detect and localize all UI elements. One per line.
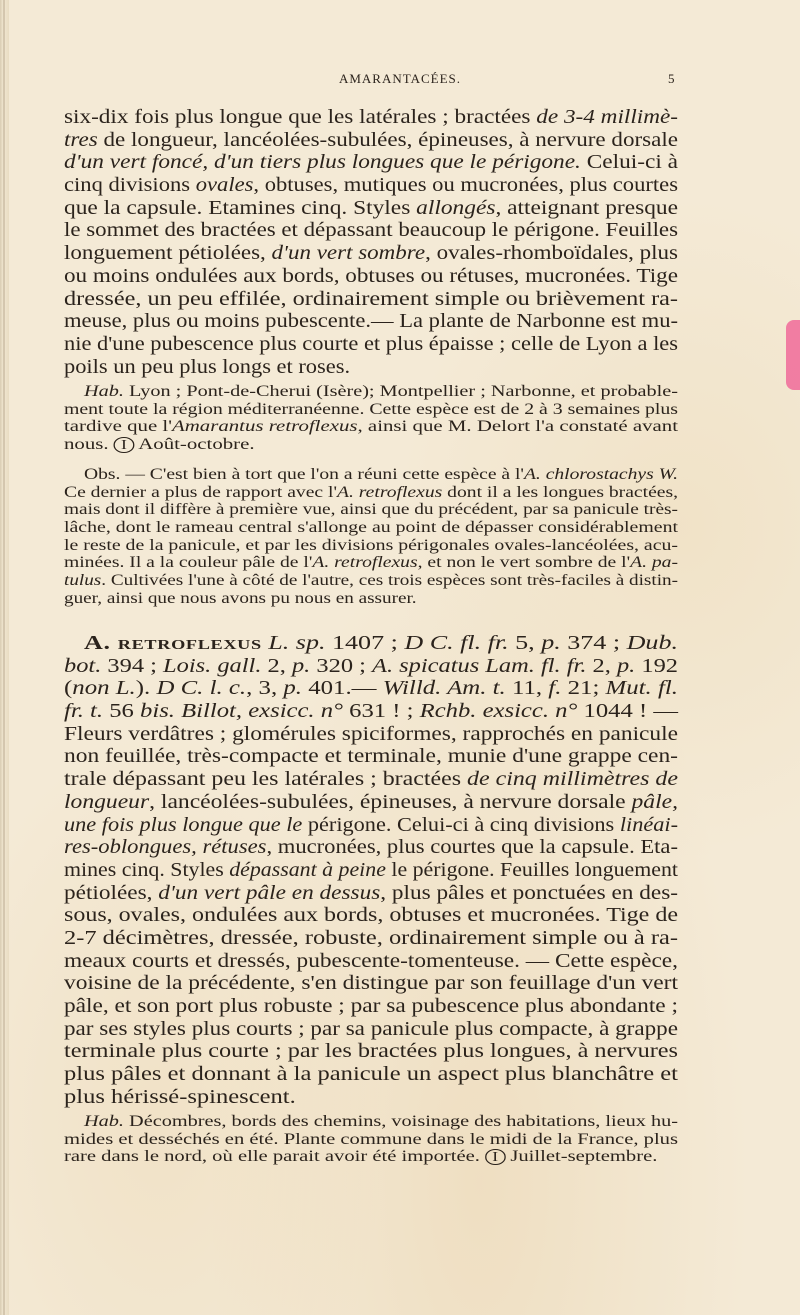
running-title: AMARANTACÉES. [338, 71, 462, 86]
text-segment: 2, [261, 654, 292, 677]
line-content [64, 677, 678, 700]
text-segment: 394 ; [101, 654, 164, 677]
text-line [64, 501, 678, 519]
italic-text: L. sp. [268, 632, 326, 654]
text-segment: terminale plus courte ; par les bractées plus longues, à nervures [64, 1040, 678, 1063]
running-header [0, 71, 800, 89]
text-segment: meuse, plus ou moins pubescente.— La plante de Narbonne est mu- [64, 310, 678, 333]
line-content [64, 1018, 678, 1041]
line-content [64, 950, 678, 973]
text-segment: longuement pétiolées, [64, 242, 272, 265]
text-line [64, 219, 678, 242]
italic-text: de cinq millimètres de [467, 768, 678, 791]
italic-text: Rchb. exsicc. n° [419, 700, 578, 723]
page-binding-edge [0, 0, 9, 1315]
text-segment: 11, [505, 677, 549, 700]
text-line [64, 265, 678, 288]
italic-text: A. chlorostachys W. [523, 466, 678, 483]
text-segment: sous, ovales, ondulées aux bords, obtuses et mucronées. Tige de [64, 904, 678, 927]
text-line [64, 859, 678, 882]
line-content [64, 310, 678, 333]
text-line [64, 288, 678, 311]
text-line [64, 904, 678, 927]
text-segment: plus hérissé-spinescent. [64, 1085, 296, 1108]
text-segment: Ce dernier a plus de rapport avec l' [64, 483, 337, 501]
line-content [64, 288, 678, 311]
text-line [64, 677, 678, 700]
text-segment: 631 ! ; [342, 700, 420, 723]
text-line [64, 1113, 678, 1131]
text-line [64, 590, 678, 608]
line-content [64, 723, 678, 746]
line-content [64, 106, 678, 129]
line-content [64, 197, 678, 220]
italic-text: dépassant à peine [229, 858, 386, 881]
line-content [64, 537, 678, 555]
annual-symbol-icon: I [485, 1149, 505, 1165]
text-line [64, 106, 678, 129]
line-content [64, 219, 678, 242]
text-line [64, 383, 678, 401]
text-segment: dressée, un peu effilée, ordinairement simple ou brièvement ra- [64, 287, 678, 310]
line-content [64, 1063, 678, 1086]
line-content [64, 572, 678, 590]
text-segment: Fleurs verdâtres ; glomérules spiciformes, rapprochés en panicule [64, 722, 678, 745]
text-line [64, 537, 678, 555]
italic-text: A. retroflexus [312, 554, 418, 572]
text-line [64, 356, 678, 379]
text-segment: lâche, dont le rameau central s'allonge au point de dépasser considérablement [64, 519, 678, 537]
italic-text: A. spicatus Lam. fl. fr. [372, 654, 587, 677]
habitat-note-2 [64, 1113, 678, 1166]
page-number: 5 [668, 71, 675, 86]
text-line [64, 333, 678, 356]
italic-text: Hab. [84, 383, 124, 400]
text-segment: le reste de la panicule, et par les divisions périgonales ovales-lancéolées, acu- [64, 536, 678, 554]
text-segment: , plus pâles et ponctuées en des- [380, 881, 678, 904]
text-segment: plus pâles et donnant à la panicule un aspect plus blanchâtre et [64, 1063, 678, 1086]
line-content [64, 995, 678, 1018]
line-content [64, 700, 678, 723]
text-segment: 56 [103, 700, 141, 723]
line-content [64, 1131, 678, 1149]
text-segment: cinq divisions [64, 174, 196, 197]
italic-text: pâle, [631, 790, 678, 813]
text-line [64, 436, 678, 454]
text-segment: 1044 ! — [577, 700, 678, 723]
text-segment: Celui-ci à [580, 151, 678, 174]
text-line [64, 1086, 678, 1109]
text-segment: pétiolées, [64, 881, 159, 904]
italic-text: D C. l. c. [156, 677, 247, 700]
text-segment: , ovales-rhomboïdales, plus [425, 242, 678, 265]
text-line [64, 1148, 678, 1166]
line-content [64, 418, 678, 436]
italic-text: res-oblongues, rétuses [64, 836, 267, 859]
line-content [64, 265, 678, 288]
italic-text: une fois plus longue que le [64, 813, 303, 836]
line-content [64, 1148, 657, 1166]
italic-text: tulus [64, 572, 102, 590]
text-line [64, 814, 678, 837]
text-segment: périgone. Celui-ci à cinq divisions [302, 813, 620, 836]
text-segment: 5, [508, 632, 542, 654]
italic-text: bis. Billot, exsicc. n° [140, 700, 343, 723]
text-segment: nie d'une pubescence plus courte et plus épaisse ; celle de Lyon a les [64, 332, 678, 355]
line-content [64, 882, 678, 905]
text-line [64, 466, 678, 484]
text-line [64, 554, 678, 572]
text-line [64, 129, 678, 152]
description-paragraph [64, 106, 678, 378]
text-line [64, 1018, 678, 1041]
text-line [64, 310, 678, 333]
italic-text: f. [548, 677, 562, 700]
italic-text: de 3-4 millimè- [536, 106, 678, 128]
text-segment: Juillet-septembre. [505, 1148, 658, 1166]
text-segment: 2-7 décimètres, dressée, robuste, ordinairement simple ou à ra- [64, 926, 678, 949]
line-content [64, 791, 678, 814]
italic-text: A. pa- [630, 554, 678, 572]
text-segment: de longueur, lancéolées-subulées, épineuses, à nervure dorsale [97, 128, 679, 151]
text-line [64, 700, 678, 723]
text-line [64, 927, 678, 950]
habitat-note [64, 383, 678, 454]
species-name: A. retroflexus [84, 632, 262, 654]
italic-text: Willd. Am. t. [382, 677, 506, 700]
italic-text: tres [64, 128, 98, 151]
line-content [64, 356, 350, 379]
text-segment: rare dans le nord, où elle parait avoir été importée. [64, 1148, 486, 1166]
text-segment: , mucronées, plus courtes que la capsule. Eta- [266, 836, 678, 859]
italic-text: Dub. [626, 632, 678, 654]
text-segment: Août-octobre. [134, 436, 255, 454]
line-content [64, 242, 678, 265]
text-segment: Décombres, bords des chemins, voisinage des habitations, lieux hu- [123, 1113, 679, 1130]
line-content [84, 383, 678, 401]
text-segment: 192 [635, 654, 678, 677]
text-segment: six-dix fois plus longue que les latérales ; bractées [64, 106, 537, 128]
text-segment: , et non le vert sombre de l' [417, 554, 631, 572]
italic-text: p. [283, 677, 303, 700]
text-line [64, 836, 678, 859]
italic-text: non L. [72, 677, 136, 700]
text-segment: mais dont il diffère à première vue, ainsi que du précédent, par sa panicule très- [64, 501, 678, 519]
italic-text: d'un vert sombre [271, 242, 426, 265]
text-segment: , lancéolées-subulées, épineuses, à nervure dorsale [149, 790, 632, 813]
line-content [64, 590, 417, 608]
text-line [64, 950, 678, 973]
text-segment: mides et desséchés en été. Plante commune dans le midi de la France, plus [64, 1130, 678, 1148]
text-line [64, 632, 678, 655]
text-line [64, 174, 678, 197]
page-edge-marker [786, 320, 800, 390]
text-segment: ou moins ondulées aux bords, obtuses ou rétuses, mucronées. Tige [64, 264, 678, 287]
line-content [64, 333, 678, 356]
italic-text: bot. [64, 654, 102, 677]
text-segment: ( [64, 677, 73, 700]
text-segment: dont il a les longues bractées, [442, 483, 678, 501]
italic-text: A. retroflexus [336, 483, 443, 501]
text-line [64, 418, 678, 436]
text-line [64, 745, 678, 768]
text-segment: pâle, et son port plus robuste ; par sa pubescence plus abondante ; [64, 995, 678, 1017]
line-content [64, 151, 678, 174]
line-content [64, 768, 678, 791]
text-segment: le périgone. Feuilles longuement [385, 858, 678, 881]
text-segment: 2, [586, 654, 617, 677]
line-content [64, 401, 678, 419]
text-segment: que la capsule. Etamines cinq. Styles [64, 196, 417, 219]
text-segment: , obtuses, mutiques ou mucronées, plus courtes [253, 174, 678, 197]
text-segment: nous. [64, 436, 114, 454]
text-segment: trale dépassant peu les latérales ; bractées [64, 768, 468, 791]
line-content [64, 859, 678, 882]
italic-text: p. [616, 654, 636, 677]
italic-text: Hab. [84, 1113, 124, 1130]
text-line [64, 723, 678, 746]
italic-text: longueur [64, 790, 150, 813]
text-segment: Lyon ; Pont-de-Cherui (Isère); Montpellier ; Narbonne, et probable- [123, 383, 678, 400]
text-line [64, 401, 678, 419]
text-line [64, 655, 678, 678]
line-content [64, 129, 678, 152]
line-content [64, 904, 678, 927]
text-line [64, 197, 678, 220]
annual-symbol-icon: I [114, 437, 134, 453]
italic-text: Lois. gall. [163, 654, 262, 677]
line-content [64, 927, 678, 950]
line-content [64, 745, 678, 768]
text-segment: tardive que l' [64, 418, 172, 436]
italic-text: fr. t. [64, 700, 104, 723]
species-entry [64, 632, 678, 1108]
line-content [64, 814, 678, 837]
italic-text: linéai- [619, 813, 678, 836]
italic-text: d'un vert foncé, d'un tiers plus longues que le périgone. [64, 151, 581, 174]
text-segment: guer, ainsi que nous avons pu nous en assurer. [64, 589, 417, 607]
text-line [64, 1040, 678, 1063]
line-content [64, 836, 678, 859]
italic-text: allongés [416, 196, 496, 219]
italic-text: D C. fl. fr. [404, 632, 509, 654]
text-segment: ment toute la région méditerranéenne. Cette espèce est de 2 à 3 semaines plus [64, 400, 678, 418]
text-line [64, 242, 678, 265]
text-segment: voisine de la précédente, s'en distingue par son feuillage d'un vert [64, 972, 678, 995]
italic-text: ovales [195, 174, 254, 197]
observation-note [64, 466, 678, 608]
text-line [64, 882, 678, 905]
line-content [64, 554, 678, 572]
line-content [64, 174, 678, 197]
line-content [64, 1040, 678, 1063]
text-segment: 401.— [302, 677, 383, 700]
text-segment: non feuillée, très-compacte et terminale, munie d'une grappe cen- [64, 745, 678, 768]
text-line [64, 995, 678, 1018]
text-line [64, 768, 678, 791]
line-content [64, 1086, 296, 1109]
text-segment: poils un peu plus longs et roses. [64, 355, 351, 378]
text-segment: ). [135, 677, 157, 700]
text-segment: mines cinq. Styles [64, 858, 230, 881]
text-segment: par ses styles plus courts ; par sa panicule plus compacte, à grappe [64, 1017, 678, 1040]
text-line [64, 484, 678, 502]
text-line [64, 791, 678, 814]
text-line [64, 572, 678, 590]
line-content [84, 466, 678, 484]
text-segment: , atteignant presque [495, 196, 678, 219]
line-content [64, 501, 678, 519]
line-content [64, 436, 255, 454]
text-segment: meaux courts et dressés, pubescente-tomenteuse. — Cette espèce, [64, 949, 678, 972]
line-content [64, 484, 678, 502]
text-line [64, 972, 678, 995]
italic-text: d'un vert pâle en dessus [158, 881, 381, 904]
line-content [84, 632, 678, 655]
line-content [64, 972, 678, 995]
italic-text: p. [541, 632, 561, 654]
text-line [64, 151, 678, 174]
text-segment: minées. Il a la couleur pâle de l' [64, 554, 313, 572]
line-content [84, 1113, 678, 1131]
line-content [64, 519, 678, 537]
text-segment: . Cultivées l'une à côté de l'autre, ces trois espèces sont très-faciles à distin- [101, 572, 679, 590]
italic-text: p. [291, 654, 311, 677]
text-segment: , 3, [246, 677, 284, 700]
text-segment: le sommet des bractées et dépassant beaucoup le périgone. Feuilles [64, 219, 678, 242]
text-segment: 374 ; [560, 632, 627, 654]
italic-text: Mut. fl. [605, 677, 678, 700]
text-line [64, 1131, 678, 1149]
text-line [64, 1063, 678, 1086]
text-segment: 1407 ; [325, 632, 405, 654]
line-content [64, 655, 678, 678]
text-segment: 320 ; [310, 654, 373, 677]
text-segment: Obs. — C'est bien à tort que l'on a réuni cette espèce à l' [84, 466, 524, 483]
text-segment: 21; [561, 677, 606, 700]
italic-text: Amarantus retroflexus [171, 418, 358, 436]
text-segment: , ainsi que M. Delort l'a constaté avant [357, 418, 678, 436]
text-line [64, 519, 678, 537]
